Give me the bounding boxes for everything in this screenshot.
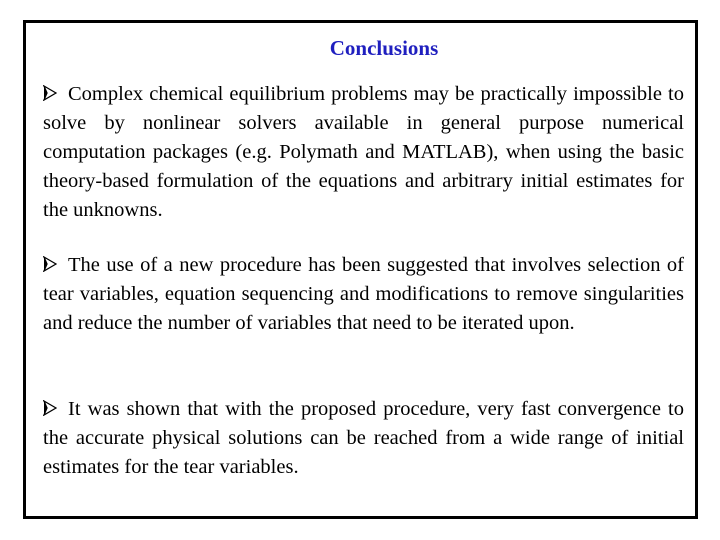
bullet-item [43,395,684,482]
bullet-text: Complex chemical equilibrium problems may be practically impossible to solve by nonlinear solvers available in general purpose numerical computation packages (e.g. Polymath and MATLAB), when using the basic theory-based formulation of the equations and arbitrary initial estimates for the unknowns. [43,83,684,221]
bullet-text: It was shown that with the proposed procedure, very fast convergence to the accurate physical solutions can be reached from a wide range of initial estimates for the tear variables. [43,398,684,478]
bullet-item [43,251,684,338]
arrowhead-bullet-icon [43,256,57,272]
arrowhead-bullet-icon [43,400,57,416]
content-frame [23,20,698,519]
bullet-text: The use of a new procedure has been suggested that involves selection of tear variables, equation sequencing and modifications to remove singularities and reduce the number of variables that need to be iterated upon. [43,254,684,334]
slide-title [26,35,695,61]
title-text: Conclusions [329,36,439,60]
bullet-item [43,80,684,225]
arrowhead-bullet-icon [43,85,57,101]
